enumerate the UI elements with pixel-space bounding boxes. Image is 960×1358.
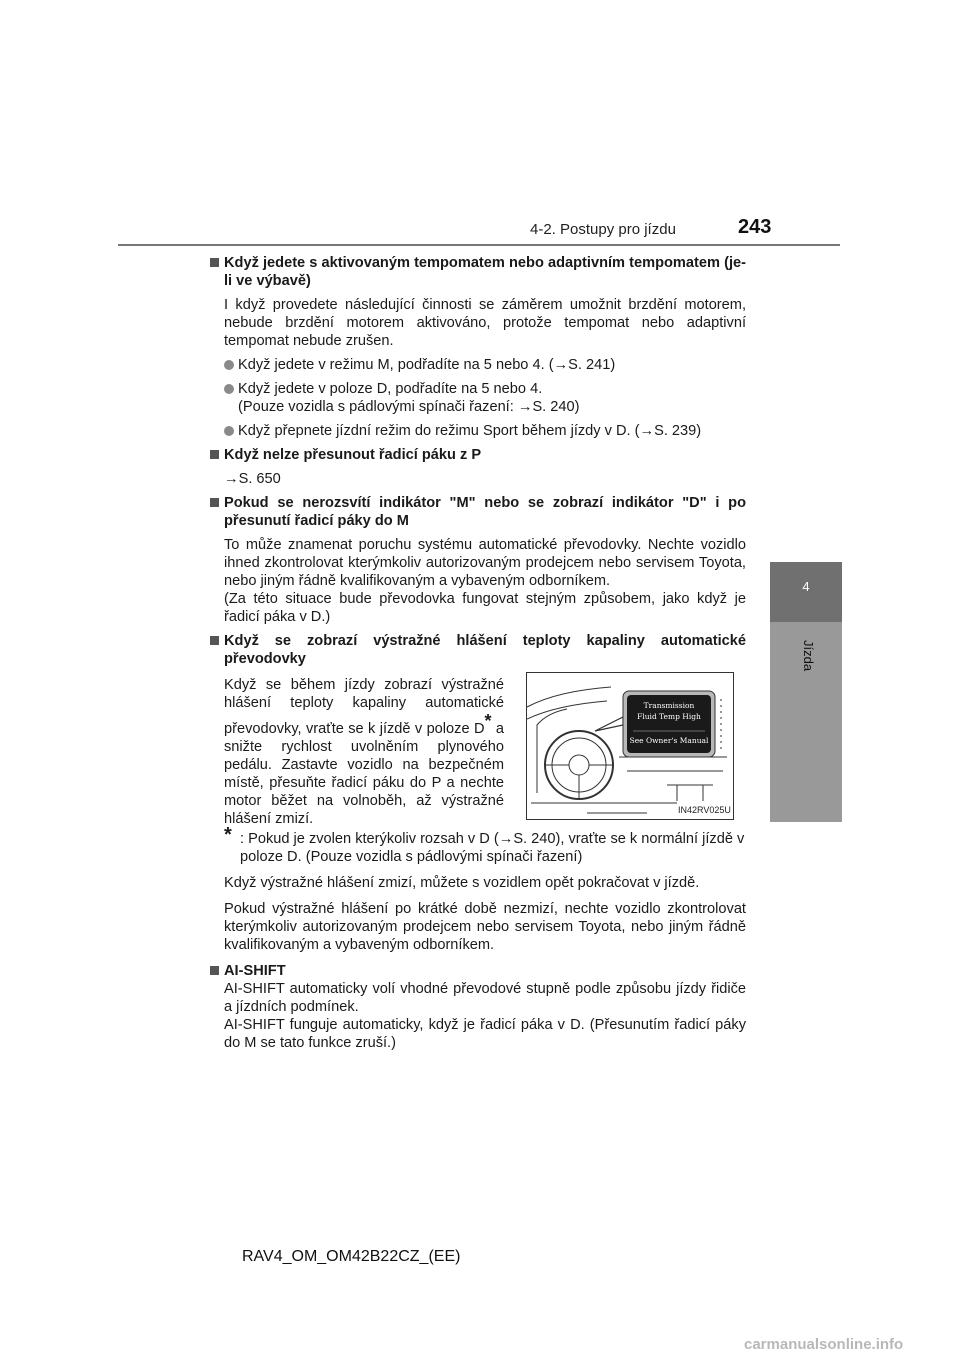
square-bullet-icon — [210, 966, 219, 975]
footnote-asterisk-marker: * — [224, 824, 232, 846]
figure-code: IN42RV025U — [677, 801, 732, 819]
paragraph: Když výstražné hlášení zmizí, můžete s vozidlem opět pokračovat v jízdě. — [224, 875, 700, 891]
section-heading — [210, 962, 746, 980]
bullet-text: Když jedete v poloze D, podřadíte na 5 nebo 4. — [238, 381, 543, 397]
footnote-text: : Pokud je zvolen kterýkoliv rozsah v D (→S. 240), vraťte se k normální jízdě v poloze D. (Pouze vozidla s pádlovými spínači řazení) — [240, 831, 745, 865]
bullet-text: Když přepnete jízdní režim do režimu Sport během jízdy v D. (→S. 239) — [238, 423, 702, 439]
paragraph: (Za této situace bude převodovka fungovat stejným způsobem, jako když je řadicí páka v D.) — [224, 591, 746, 625]
paragraph: →S. 650 — [224, 471, 281, 487]
bullet-item — [210, 380, 746, 416]
screen-line-1: Transmission — [643, 701, 695, 710]
bullet-text: Když jedete v režimu M, podřadíte na 5 nebo 4. (→S. 241) — [238, 357, 616, 373]
bullet-item — [210, 422, 746, 440]
document-code: RAV4_OM_OM42B22CZ_(EE) — [242, 1248, 461, 1265]
square-bullet-icon — [210, 498, 219, 507]
paragraph: AI-SHIFT automaticky volí vhodné převodové stupně podle způsobu jízdy řidiče a jízdních podmínek. — [224, 981, 746, 1015]
chapter-tab: 4 — [770, 562, 842, 622]
section-heading — [210, 632, 746, 668]
square-bullet-icon — [210, 636, 219, 645]
screen-line-2: Fluid Temp High — [637, 712, 701, 721]
bullet-subtext: (Pouze vozidla s pádlovými spínači řazení: →S. 240) — [238, 399, 580, 415]
screen-line-3: See Owner's Manual — [629, 736, 709, 745]
circle-bullet-icon — [224, 426, 234, 436]
watermark[interactable]: carmanualsonline.info — [744, 1336, 904, 1353]
paragraph: To může znamenat poruchu systému automatické převodovky. Nechte vozidlo ihned zkontrolovat kterýmkoliv autorizovaným prodejcem nebo servisem Toyota, nebo jiným řádně kvalifikovaným a vybaveným odborníkem. — [224, 537, 746, 589]
section-heading-text: Pokud se nerozsvítí indikátor "M" nebo se zobrazí indikátor "D" i po přesunutí řadicí páky do M — [224, 495, 746, 529]
section-heading — [210, 494, 746, 530]
bullet-item — [210, 356, 746, 374]
dashboard-illustration — [526, 672, 734, 820]
section-heading — [210, 446, 746, 464]
figure-text-part-a: Když se během jízdy zobrazí výstražné hlášení teploty kapaliny automatické převodovky, vraťte se k jízdě v poloze D — [224, 677, 504, 737]
dashboard-drawing — [527, 673, 733, 819]
section-heading — [210, 254, 746, 290]
footnote — [210, 824, 746, 866]
figure-caption-text — [224, 676, 504, 828]
paragraph: AI-SHIFT funguje automaticky, když je řadicí páka v D. (Přesunutím řadicí páky do M se tato funkce zruší.) — [224, 1017, 746, 1051]
square-bullet-icon — [210, 258, 219, 267]
header-divider — [118, 244, 840, 246]
section-heading-text: Když se zobrazí výstražné hlášení teploty kapaliny automatické převodovky — [224, 633, 746, 667]
section-header: 4-2. Postupy pro jízdu — [530, 221, 676, 238]
paragraph: Pokud výstražné hlášení po krátké době nezmizí, nechte vozidlo zkontrolovat kterýmkoliv autorizovaným prodejcem nebo servisem Toyota, nebo jiným řádně kvalifikovaným a vybaveným odborníkem. — [224, 901, 746, 953]
circle-bullet-icon — [224, 360, 234, 370]
page-number: 243 — [738, 216, 772, 238]
footnote-asterisk: * — [484, 711, 492, 731]
section-heading-text: Když jedete s aktivovaným tempomatem nebo adaptivním tempomatem (je-li ve výbavě) — [224, 255, 746, 289]
section-heading-text: AI-SHIFT — [224, 963, 286, 979]
circle-bullet-icon — [224, 384, 234, 394]
main-content — [210, 254, 746, 1052]
square-bullet-icon — [210, 450, 219, 459]
chapter-title — [770, 640, 842, 680]
figure-text-part-b: a snižte rychlost uvolněním plynového pedálu. Zastavte vozidlo na bezpečném místě, přesuňte řadicí páku do P a nechte motor běžet na volnoběh, až výstražné hlášení zmizí. — [224, 721, 504, 827]
figure-row — [210, 672, 746, 827]
section-heading-text: Když nelze přesunout řadicí páku z P — [224, 447, 482, 463]
chapter-title-text: Jízda — [801, 640, 816, 672]
paragraph: I když provedete následující činnosti se záměrem umožnit brzdění motorem, nebude brzdění motorem aktivováno, protože tempomat nebo adaptivní tempomat nebude zrušen. — [224, 297, 746, 349]
